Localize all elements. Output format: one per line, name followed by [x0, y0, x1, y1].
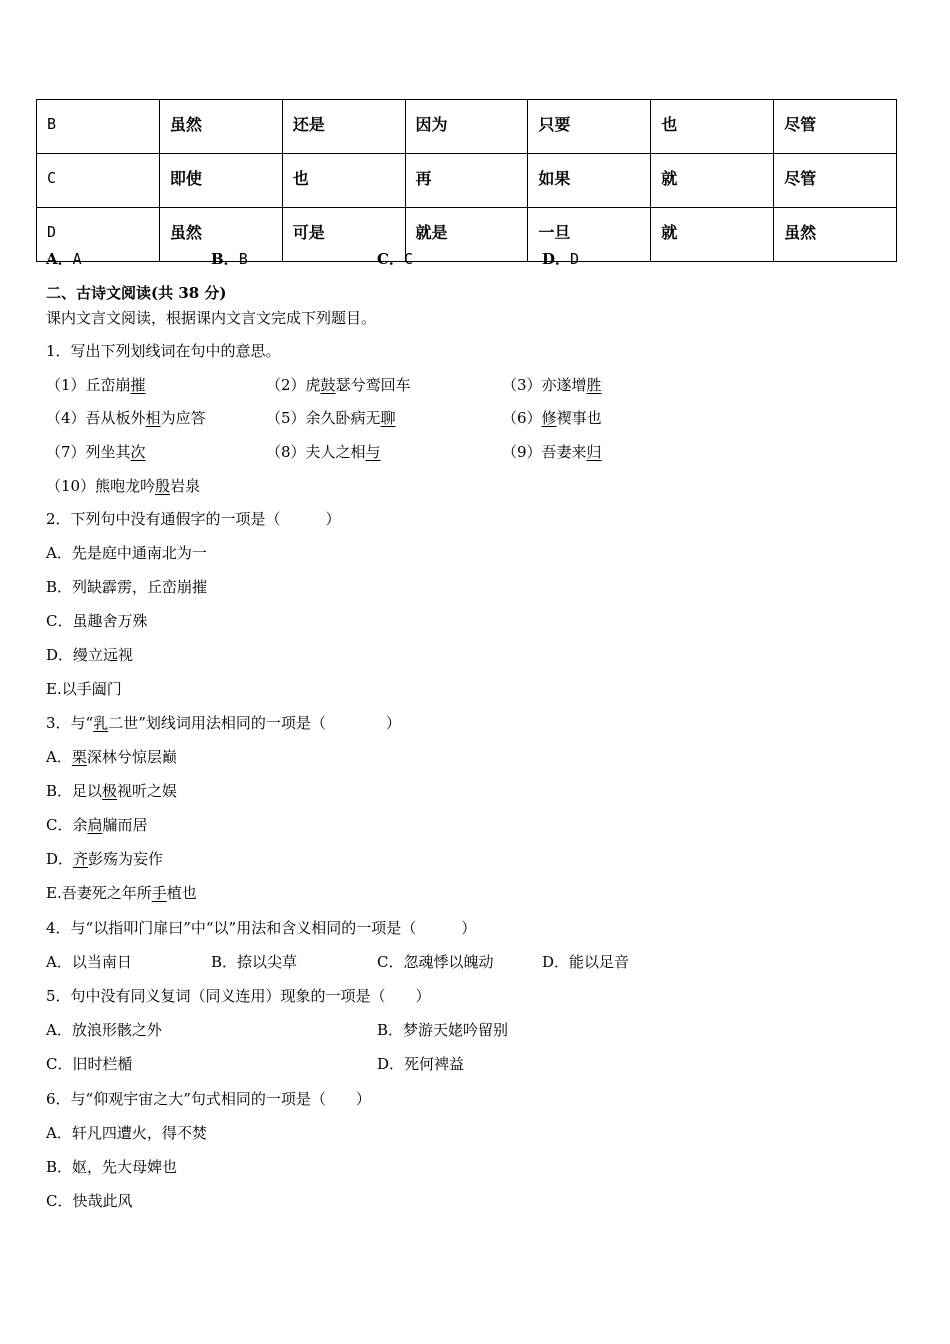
- options-table: [36, 99, 897, 262]
- answer-option-d: D．D: [542, 250, 580, 268]
- table-cell: 尽管: [774, 100, 897, 154]
- q1-item: （5）余久卧病无聊: [266, 409, 396, 427]
- q5-option: D．死何裨益: [377, 1055, 465, 1073]
- table-cell: 可是: [282, 208, 405, 262]
- table-cell: 就是: [405, 208, 528, 262]
- section-intro: 课内文言文阅读，根据课内文言文完成下列题目。: [46, 309, 377, 327]
- q4-option: C．忽魂悸以魄动: [377, 953, 494, 971]
- question-2-stem: 2．下列句中没有通假字的一项是（ ）: [46, 510, 341, 528]
- table-cell: B: [37, 100, 160, 154]
- q2-option: A．先是庭中通南北为一: [46, 544, 207, 562]
- q5-option: B．梦游天姥吟留别: [377, 1021, 509, 1039]
- q1-item: （10）熊咆龙吟殷岩泉: [46, 477, 201, 495]
- q1-item: （6）修褉事也: [502, 409, 602, 427]
- q1-item: （9）吾妻来归: [502, 443, 602, 461]
- answer-option-a: A．A: [46, 250, 82, 268]
- q4-option: D．能以足音: [542, 953, 630, 971]
- table-cell: 虽然: [159, 208, 282, 262]
- q6-option: C．快哉此风: [46, 1192, 133, 1210]
- q1-item: （8）夫人之相与: [266, 443, 381, 461]
- q3-option: E.吾妻死之年所手植也: [46, 884, 197, 902]
- answer-option-c: C．C: [377, 250, 413, 268]
- q2-option: C．虽趣舍万殊: [46, 612, 148, 630]
- q3-option: B．足以极视听之娱: [46, 782, 178, 800]
- table-cell: 就: [651, 154, 774, 208]
- section-heading: 二、古诗文阅读(共 38 分): [46, 284, 227, 302]
- question-3-stem: 3．与“乳二世”划线词用法相同的一项是（ ）: [46, 714, 401, 732]
- q1-item: （7）列坐其次: [46, 443, 146, 461]
- table-row: [37, 208, 897, 262]
- question-4-stem: 4．与“以指叩门扉曰”中“以”用法和含义相同的一项是（ ）: [46, 919, 477, 937]
- q1-item: （3）亦遂增胜: [502, 376, 602, 394]
- question-6-stem: 6．与“仰观宇宙之大”句式相同的一项是（ ）: [46, 1090, 371, 1108]
- table-cell: 还是: [282, 100, 405, 154]
- table-cell: 就: [651, 208, 774, 262]
- q1-item: （1）丘峦崩摧: [46, 376, 146, 394]
- q3-option: C．余扃牖而居: [46, 816, 148, 834]
- table-cell: 也: [282, 154, 405, 208]
- q2-option: B．列缺霹雳，丘峦崩摧: [46, 578, 208, 596]
- q4-option: A．以当南日: [46, 953, 132, 971]
- table-cell: 虽然: [159, 100, 282, 154]
- q6-option: B．妪，先大母婢也: [46, 1158, 178, 1176]
- table-row: [37, 100, 897, 154]
- q3-option: A．栗深林兮惊层巅: [46, 748, 177, 766]
- table-cell: 虽然: [774, 208, 897, 262]
- q1-item: （2）虎鼓瑟兮鸾回车: [266, 376, 411, 394]
- table-cell: 也: [651, 100, 774, 154]
- q3-option: D．齐彭殇为妄作: [46, 850, 164, 868]
- q2-option: E.以手阖门: [46, 680, 122, 698]
- q6-option: A．轩凡四遭火，得不焚: [46, 1124, 207, 1142]
- table-cell: 再: [405, 154, 528, 208]
- answer-option-b: B．B: [211, 250, 248, 268]
- table-cell: 即使: [159, 154, 282, 208]
- q5-option: A．放浪形骸之外: [46, 1021, 162, 1039]
- table-cell: 只要: [528, 100, 651, 154]
- question-5-stem: 5．句中没有同义复词（同义连用）现象的一项是（ ）: [46, 987, 431, 1005]
- table-cell: C: [37, 154, 160, 208]
- table-row: [37, 154, 897, 208]
- table-cell: 因为: [405, 100, 528, 154]
- table-cell: 尽管: [774, 154, 897, 208]
- table-cell: D: [37, 208, 160, 262]
- table-cell: 一旦: [528, 208, 651, 262]
- q1-item: （4）吾从板外相为应答: [46, 409, 206, 427]
- table-cell: 如果: [528, 154, 651, 208]
- question-1-stem: 1．写出下列划线词在句中的意思。: [46, 342, 281, 360]
- q5-option: C．旧时栏楯: [46, 1055, 133, 1073]
- q2-option: D．缦立远视: [46, 646, 134, 664]
- q4-option: B．捺以尖草: [211, 953, 298, 971]
